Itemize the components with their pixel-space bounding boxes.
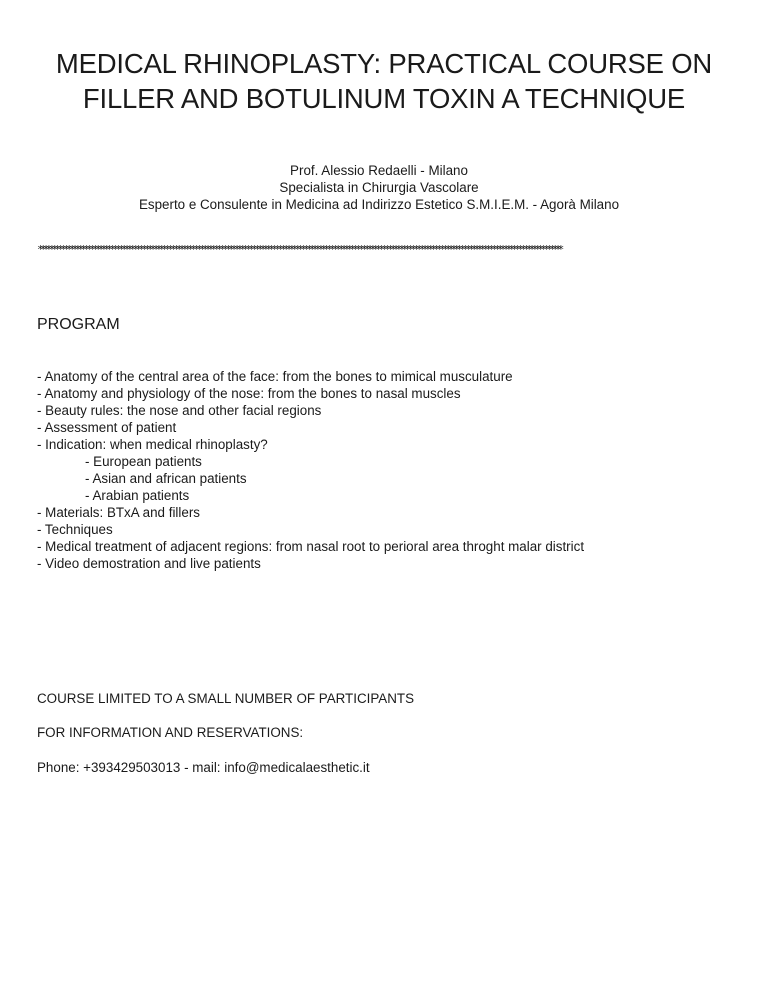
list-item: - Assessment of patient (37, 420, 177, 435)
list-item: - Anatomy and physiology of the nose: from the bones to nasal muscles (37, 386, 461, 401)
course-title-line-2: FILLER AND BOTULINUM TOXIN A TECHNIQUE (82, 83, 686, 114)
list-item: - Techniques (37, 522, 113, 537)
participants-notice: COURSE LIMITED TO A SMALL NUMBER OF PARTICIPANTS (37, 691, 414, 706)
list-item: - Materials: BTxA and fillers (37, 505, 200, 520)
list-item: - Beauty rules: the nose and other facial regions (37, 403, 322, 418)
contact-info: Phone: +393429503013 - mail: info@medicalaesthetic.it (37, 760, 370, 775)
asterisk-separator: ************************************************************************************************************************************************************************************* (37, 244, 561, 256)
list-item: - Medical treatment of adjacent regions: from nasal root to perioral area throght malar district (37, 539, 585, 554)
author-block (0, 162, 758, 213)
author-specialty: Specialista in Chirurgia Vascolare (279, 180, 479, 195)
program-heading: PROGRAM (37, 316, 120, 333)
course-title (0, 46, 768, 116)
author-role: Esperto e Consulente in Medicina ad Indirizzo Estetico S.M.I.E.M. - Agorà Milano (138, 197, 620, 212)
course-title-line-1: MEDICAL RHINOPLASTY: PRACTICAL COURSE ON (55, 48, 713, 79)
program-list (37, 368, 584, 572)
list-item: - Video demostration and live patients (37, 556, 261, 571)
list-subitem: - Arabian patients (85, 488, 190, 503)
list-item: - Indication: when medical rhinoplasty? (37, 437, 268, 452)
list-subitem: - European patients (85, 454, 202, 469)
reservations-heading: FOR INFORMATION AND RESERVATIONS: (37, 725, 304, 740)
list-item: - Anatomy of the central area of the face: from the bones to mimical musculature (37, 369, 513, 384)
list-subitem: - Asian and african patients (85, 471, 247, 486)
author-name: Prof. Alessio Redaelli - Milano (290, 163, 468, 178)
